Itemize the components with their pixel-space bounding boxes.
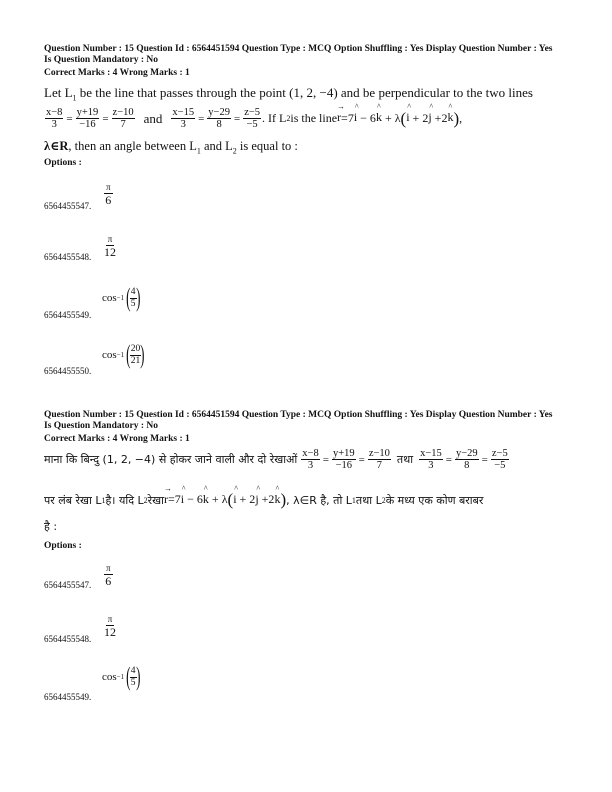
fraction: $\frac{x-8}{3}$ xyxy=(46,107,63,130)
fraction: $\frac{y-29}{8}$ xyxy=(208,107,230,130)
fraction: $\frac{x-15}{3}$ xyxy=(172,107,195,130)
option-2[interactable]: π 12 xyxy=(104,234,116,259)
option-1[interactable]: π 6 xyxy=(105,182,112,207)
option-2-hindi[interactable]: π 12 xyxy=(104,614,116,639)
option-4[interactable]: cos −1 ( $\frac{20}{21}$ ) xyxy=(102,340,145,369)
hindi-question-line3: है : xyxy=(44,520,58,533)
options-label-2: Options : xyxy=(44,541,82,551)
fraction: $\frac{z-10}{7}$ xyxy=(112,107,134,130)
hindi-question-line1: माना कि बिन्दु (1, 2, −4) से होकर जाने वाली और दो रेखाओं $\frac{x-8}{3}$ = $\frac{y+19}{-16}$ = $\frac{z-10}{7}$ तथा $\frac{x-15}{3}$ = $\frac{y-29}{8}$ = $\frac{z-5}{-5}$ xyxy=(44,448,508,471)
hindi-question-line2: पर लंब रेखा L 1 है। यदि L 2 रेखा → r=7^ i − 6^ k + λ(^ i + 2^ j +2^ k) , λ∈R है, तो L 1 तथा L 2 के मध्य एक कोण बराबर xyxy=(44,490,483,510)
question-mandatory-2: Is Question Mandatory : No xyxy=(44,421,159,431)
question-header-2: Question Number : 15 Question Id : 6564451594 Question Type : MCQ Option Shuffling : Yes Display Question Number : Yes xyxy=(44,410,553,420)
option-id: 6564455550. xyxy=(44,366,92,376)
option-id: 6564455548. xyxy=(44,252,92,262)
option-3[interactable]: cos −1 ( $\frac{4}{5}$ ) xyxy=(102,283,141,312)
question-mandatory-1: Is Question Mandatory : No xyxy=(44,55,159,65)
question-header-1: Question Number : 15 Question Id : 6564451594 Question Type : MCQ Option Shuffling : Yes Display Question Number : Yes xyxy=(44,44,553,54)
option-id: 6564455547. xyxy=(44,580,92,590)
option-id: 6564455547. xyxy=(44,201,92,211)
marks-1: Correct Marks : 4 Wrong Marks : 1 xyxy=(44,68,190,78)
marks-2: Correct Marks : 4 Wrong Marks : 1 xyxy=(44,434,190,444)
option-3-hindi[interactable]: cos −1 ( $\frac{4}{5}$ ) xyxy=(102,662,141,691)
fraction: $\frac{z-5}{-5}$ xyxy=(244,107,261,130)
fraction: $\frac{y+19}{-16}$ xyxy=(76,107,99,130)
question-text-line2: $\frac{x-8}{3}$ = $\frac{y+19}{-16}$ = $\frac{z-10}{7}$ and $\frac{x-15}{3}$ = $\frac{y-29}{8}$ = $\frac{z-5}{-5}$ . If L 2 is the line → r=7^ i − 6^ k + λ(^ i + 2^ j +2^ k), xyxy=(44,107,462,130)
option-1-hindi[interactable]: π 6 xyxy=(105,563,112,588)
question-text-line3: λ∈R, then an angle between $L_1$ and $L_2$ is equal to : xyxy=(44,139,298,156)
vector-equation: → r=7^ i − 6^ k + λ(^ i + 2^ j +2^ k), xyxy=(337,109,462,129)
option-id: 6564455549. xyxy=(44,692,92,702)
question-text-line1: Let $L_1$ be the line that passes through the point (1, 2, −4) and be perpendicular to the two lines xyxy=(44,85,533,103)
option-id: 6564455549. xyxy=(44,310,92,320)
options-label-1: Options : xyxy=(44,158,82,168)
option-id: 6564455548. xyxy=(44,634,92,644)
